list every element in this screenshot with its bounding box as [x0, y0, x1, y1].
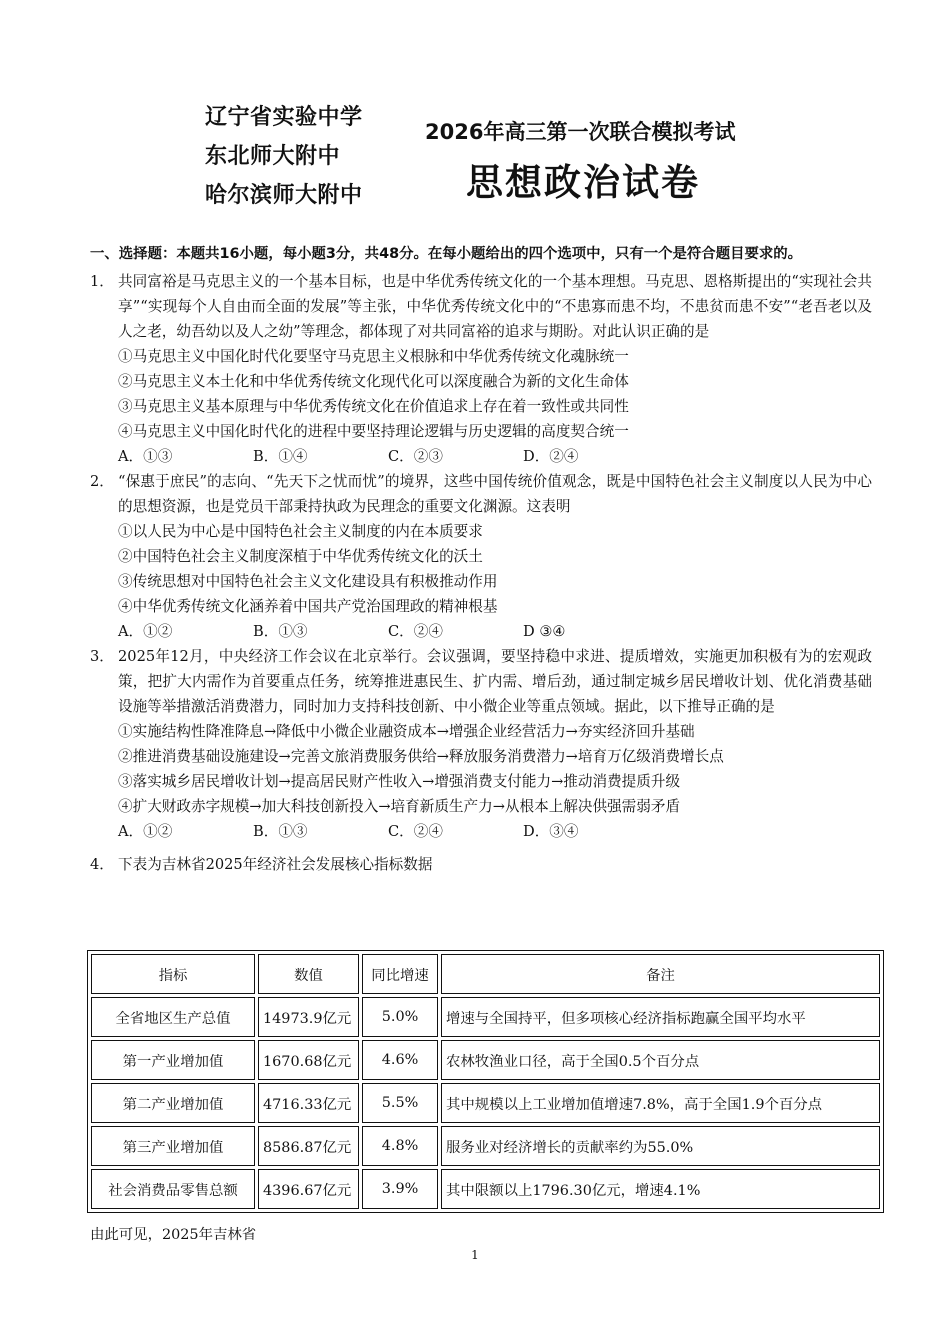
- table-cell: 14973.9亿元: [258, 997, 359, 1037]
- table-cell: 4716.33亿元: [258, 1083, 359, 1123]
- answer-choices: [90, 819, 872, 844]
- answer-choice-a: A．①②: [118, 823, 173, 840]
- question-number: 4．: [90, 856, 114, 873]
- table-row: [91, 1126, 880, 1166]
- question-section: [90, 242, 872, 877]
- answer-choice-a: A．①②: [118, 623, 173, 640]
- table-cell: 4396.67亿元: [258, 1169, 359, 1209]
- answer-choices: [90, 444, 872, 469]
- table-cell: 增速与全国持平，但多项核心经济指标跑赢全国平均水平: [441, 997, 880, 1037]
- answer-choice-d: D ③④: [523, 623, 566, 640]
- table-cell: 其中限额以上1796.30亿元，增速4.1%: [441, 1169, 880, 1209]
- question-2: [90, 469, 872, 644]
- statement-option: ③落实城乡居民增收计划→提高居民财产性收入→增强消费支付能力→推动消费提质升级: [118, 773, 681, 790]
- section-heading: 一、选择题：本题共16小题，每小题3分，共48分。在每小题给出的四个选项中，只有一个是符合题目要求的。: [90, 246, 803, 262]
- column-header: 指标: [91, 954, 255, 994]
- answer-choice-d: D．③④: [523, 823, 579, 840]
- table-cell: 3.9%: [362, 1169, 438, 1209]
- table-row: [91, 1169, 880, 1209]
- question-1: [90, 269, 872, 469]
- table-cell: 第三产业增加值: [91, 1126, 255, 1166]
- school-name: 东北师大附中: [205, 144, 341, 169]
- statement-option: ①马克思主义中国化时代化要坚守马克思主义根脉和中华优秀传统文化魂脉统一: [118, 348, 629, 365]
- table-cell: 1670.68亿元: [258, 1040, 359, 1080]
- table-cell: 社会消费品零售总额: [91, 1169, 255, 1209]
- answer-choice-c: C．②④: [388, 823, 443, 840]
- table-cell: 8586.87亿元: [258, 1126, 359, 1166]
- statement-option: ④中华优秀传统文化涵养着中国共产党治国理政的精神根基: [118, 598, 498, 615]
- table-cell: 4.8%: [362, 1126, 438, 1166]
- question-3: [90, 644, 872, 844]
- question-number: 2．: [90, 473, 114, 490]
- statement-option: ①以人民为中心是中国特色社会主义制度的内在本质要求: [118, 523, 483, 540]
- continuation-text: 由此可见，2025年吉林省: [90, 1227, 257, 1243]
- question-text: 2025年12月，中央经济工作会议在北京举行。会议强调，要坚持稳中求进、提质增效，实施更加积极有为的宏观政策，把扩大内需作为首要重点任务，统筹推进惠民生、扩内需、增后劲，通过制定城乡居民增收计划、优化消费基础设施等举措激活消费潜力，同时加力支持科技创新、中小微企业等重点领域。据此，以下推导正确的是: [118, 648, 872, 715]
- question-number: 1．: [90, 273, 114, 290]
- school-name: 辽宁省实验中学: [205, 105, 363, 130]
- answer-choice-d: D．②④: [523, 448, 579, 465]
- question-stem: [90, 269, 872, 344]
- page-number: 1: [471, 1248, 479, 1262]
- table-cell: 其中规模以上工业增加值增速7.8%，高于全国1.9个百分点: [441, 1083, 880, 1123]
- question-text: 下表为吉林省2025年经济社会发展核心指标数据: [118, 856, 433, 873]
- statement-option: ②中国特色社会主义制度深植于中华优秀传统文化的沃土: [118, 548, 483, 565]
- table-header-row: [91, 954, 880, 994]
- table-cell: 5.5%: [362, 1083, 438, 1123]
- table-cell: 4.6%: [362, 1040, 438, 1080]
- answer-choices: [90, 619, 872, 644]
- answer-choice-b: B．①③: [253, 623, 308, 640]
- column-header: 备注: [441, 954, 880, 994]
- school-list: [205, 98, 375, 215]
- table-row: [91, 1083, 880, 1123]
- question-text: “保惠于庶民”的志向、“先天下之忧而忧”的境界，这些中国传统价值观念，既是中国特色社会主义制度以人民为中心的思想资源，也是党员干部秉持执政为民理念的重要文化渊源。这表明: [118, 473, 872, 515]
- table-cell: 服务业对经济增长的贡献率约为55.0%: [441, 1126, 880, 1166]
- answer-choice-a: A．①③: [118, 448, 173, 465]
- question-stem: [90, 644, 872, 719]
- question-stem: [90, 469, 872, 519]
- table-row: [91, 1040, 880, 1080]
- school-name: 哈尔滨师大附中: [205, 183, 363, 208]
- column-header: 数值: [258, 954, 359, 994]
- answer-choice-c: C．②④: [388, 623, 443, 640]
- table-cell: 全省地区生产总值: [91, 997, 255, 1037]
- question-4: [90, 852, 872, 877]
- statement-option: ①实施结构性降准降息→降低中小微企业融资成本→增强企业经营活力→夯实经济回升基础: [118, 723, 695, 740]
- table-cell: 第二产业增加值: [91, 1083, 255, 1123]
- statement-option: ③传统思想对中国特色社会主义文化建设具有积极推动作用: [118, 573, 498, 590]
- answer-choice-b: B．①④: [253, 448, 308, 465]
- question-text: 共同富裕是马克思主义的一个基本目标，也是中华优秀传统文化的一个基本理想。马克思、恩格斯提出的“实现社会共享”“实现每个人自由而全面的发展”等主张，中华优秀传统文化中的“不患寡而患不均，不患贫而患不安”“老吾老以及人之老，幼吾幼以及人之幼”等理念，都体现了对共同富裕的追求与期盼。对此认识正确的是: [118, 273, 872, 340]
- column-header: 同比增速: [362, 954, 438, 994]
- table-cell: 第一产业增加值: [91, 1040, 255, 1080]
- question-number: 3．: [90, 648, 114, 665]
- subject-title: 思想政治试卷: [466, 161, 700, 204]
- statement-option: ②推进消费基础设施建设→完善文旅消费服务供给→释放服务消费潜力→培育万亿级消费增长点: [118, 748, 724, 765]
- answer-choice-c: C．②③: [388, 448, 443, 465]
- table-cell: 5.0%: [362, 997, 438, 1037]
- table-cell: 农林牧渔业口径，高于全国0.5个百分点: [441, 1040, 880, 1080]
- statement-option: ②马克思主义本土化和中华优秀传统文化现代化可以深度融合为新的文化生命体: [118, 373, 629, 390]
- table-row: [91, 997, 880, 1037]
- statement-option: ④马克思主义中国化时代化的进程中要坚持理论逻辑与历史逻辑的高度契合统一: [118, 423, 629, 440]
- statement-option: ④扩大财政赤字规模→加大科技创新投入→培育新质生产力→从根本上解决供强需弱矛盾: [118, 798, 681, 815]
- question-stem: [90, 852, 872, 877]
- exam-title: 2026年高三第一次联合模拟考试: [425, 120, 736, 144]
- statement-option: ③马克思主义基本原理与中华优秀传统文化在价值追求上存在着一致性或共同性: [118, 398, 629, 415]
- indicator-table: [87, 950, 884, 1213]
- answer-choice-b: B．①③: [253, 823, 308, 840]
